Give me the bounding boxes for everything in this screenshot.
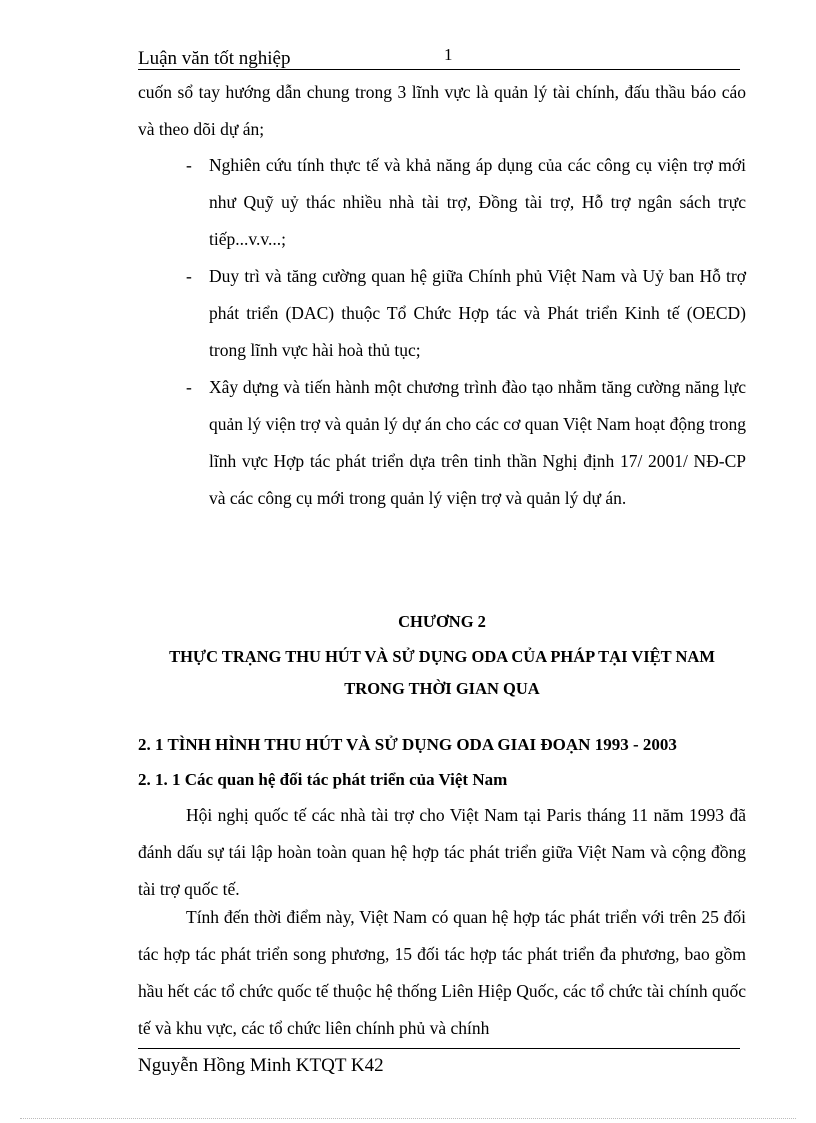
subsection-heading: 2. 1. 1 Các quan hệ đối tác phát triển của Việt Nam [138, 770, 508, 789]
bullet-dash: - [186, 155, 192, 175]
page-bottom-edge [20, 1118, 796, 1119]
bullet-text: Duy trì và tăng cường quan hệ giữa Chính phủ Việt Nam và Uỷ ban Hỗ trợ phát triển (DAC) thuộc Tổ Chức Hợp tác và Phát triển Kinh tế (OECD) trong lĩnh vực hài hoà thủ tục; [209, 266, 746, 360]
bullet-text: Nghiên cứu tính thực tế và khả năng áp dụng của các công cụ viện trợ mới như Quỹ uỷ thác nhiều nhà tài trợ, Đồng tài trợ, Hỗ trợ ngân sách trực tiếp...v.v...; [209, 155, 746, 249]
header-divider [138, 69, 740, 70]
page-number: 1 [444, 45, 453, 64]
page-header [138, 46, 740, 70]
intro-paragraph: cuốn sổ tay hướng dẫn chung trong 3 lĩnh vực là quản lý tài chính, đấu thầu báo cáo và theo dõi dự án; [138, 82, 746, 139]
bullet-list [138, 147, 746, 517]
bullet-dash: - [186, 377, 192, 397]
footer-author: Nguyễn Hồng Minh KTQT K42 [138, 1055, 384, 1076]
bullet-dash: - [186, 266, 192, 286]
section-heading: 2. 1 TÌNH HÌNH THU HÚT VÀ SỬ DỤNG ODA GIAI ĐOẠN 1993 - 2003 [138, 735, 677, 754]
list-item [138, 258, 746, 369]
chapter-number: CHƯƠNG 2 [398, 612, 486, 631]
body-paragraph: Tính đến thời điểm này, Việt Nam có quan hệ hợp tác phát triển với trên 25 đối tác hợp tác phát triển song phương, 15 đối tác hợp tác phát triển đa phương, bao gồm hầu hết các tổ chức quốc tế thuộc hệ thống Liên Hiệp Quốc, các tổ chức tài chính quốc tế và khu vực, các tổ chức liên chính phủ và chính [138, 907, 746, 1038]
list-item [138, 147, 746, 258]
body-paragraph: Hội nghị quốc tế các nhà tài trợ cho Việt Nam tại Paris tháng 11 năm 1993 đã đánh dấu sự tái lập hoàn toàn quan hệ hợp tác phát triển giữa Việt Nam và cộng đồng tài trợ quốc tế. [138, 805, 746, 899]
bullet-text: Xây dựng và tiến hành một chương trình đào tạo nhằm tăng cường năng lực quản lý viện trợ và quản lý dự án cho các cơ quan Việt Nam hoạt động trong lĩnh vực Hợp tác phát triển dựa trên tinh thần Nghị định 17/ 2001/ NĐ-CP và các công cụ mới trong quản lý viện trợ và quản lý dự án. [209, 377, 746, 508]
chapter-title: THỰC TRẠNG THU HÚT VÀ SỬ DỤNG ODA CỦA PHÁP TẠI VIỆT NAM TRONG THỜI GIAN QUA [169, 647, 715, 698]
header-title: Luận văn tốt nghiệp [138, 48, 291, 69]
list-item [138, 369, 746, 517]
footer-divider [138, 1048, 740, 1049]
